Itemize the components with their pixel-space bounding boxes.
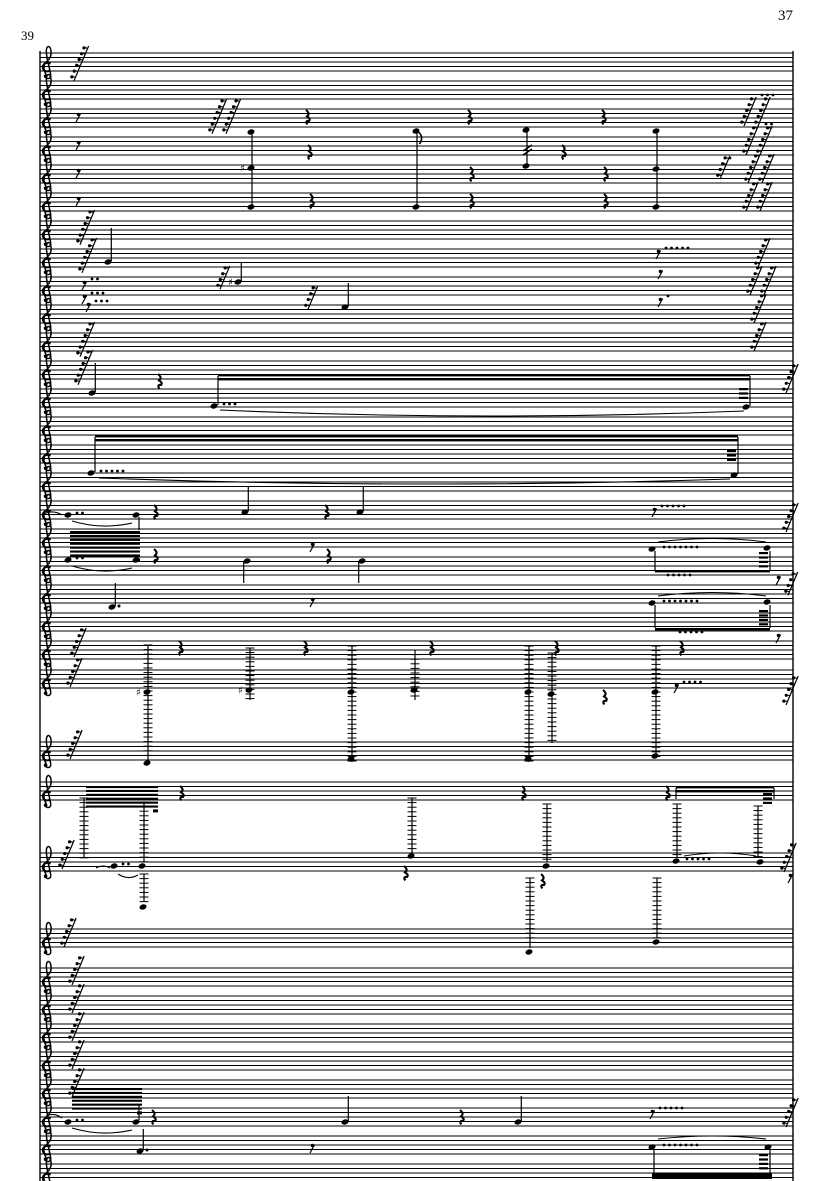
treble-clef-icon xyxy=(43,1073,51,1105)
staff xyxy=(40,228,793,275)
chord-stem-ledger xyxy=(525,878,535,956)
note-head xyxy=(210,402,218,409)
note-head xyxy=(756,858,764,865)
treble-clef-icon xyxy=(43,466,51,498)
staff xyxy=(40,578,793,643)
treble-clef-icon xyxy=(43,735,51,767)
eighth-rest xyxy=(76,141,81,150)
eighth-rest xyxy=(658,270,663,279)
note xyxy=(108,583,121,611)
staff xyxy=(40,1012,793,1050)
treble-clef-icon xyxy=(43,578,51,610)
staff xyxy=(40,522,793,554)
tremolo-marks xyxy=(739,388,748,399)
staff xyxy=(40,1040,793,1078)
quarter-rest xyxy=(179,641,183,655)
treble-clef-icon xyxy=(43,634,51,666)
eighth-rest xyxy=(776,576,781,585)
quarter-rest xyxy=(666,786,670,800)
treble-clef-icon xyxy=(43,186,51,218)
quarter-rest xyxy=(180,786,184,800)
quarter-rest xyxy=(308,145,312,159)
treble-clef-icon xyxy=(43,606,51,638)
eighth-rest xyxy=(658,298,663,307)
treble-clef-icon xyxy=(43,158,51,190)
chord-stem-ledger xyxy=(347,646,357,763)
note-head xyxy=(64,511,72,518)
eighth-rest xyxy=(776,634,781,643)
note-head xyxy=(64,556,72,563)
note-head xyxy=(763,544,771,551)
staff xyxy=(40,798,796,956)
treble-clef-icon xyxy=(43,382,51,414)
treble-clef-icon xyxy=(43,214,51,246)
augmentation-dots xyxy=(95,300,109,303)
tremolo-marks xyxy=(759,552,768,567)
augmentation-dots xyxy=(729,157,732,160)
staff xyxy=(40,1129,793,1179)
quarter-rest xyxy=(325,505,329,519)
rest-chain xyxy=(754,97,770,126)
tie-slur xyxy=(220,410,744,416)
staff xyxy=(40,46,793,81)
note xyxy=(88,363,96,397)
eighth-rest xyxy=(76,169,81,178)
rest-chain xyxy=(782,503,798,532)
chord-stem-ledger xyxy=(139,874,149,911)
treble-clef-icon xyxy=(43,438,51,470)
note xyxy=(228,262,242,289)
page-number: 37 xyxy=(778,8,793,24)
staff xyxy=(40,350,793,387)
note-head xyxy=(132,556,140,563)
staff xyxy=(40,606,793,638)
eighth-rest xyxy=(650,1110,655,1119)
chord-stem-ledger xyxy=(547,653,557,743)
treble-clef-icon xyxy=(43,46,51,78)
svg-text:♯: ♯ xyxy=(240,163,245,175)
staff xyxy=(40,984,793,1022)
svg-text:♯: ♯ xyxy=(228,277,233,289)
quarter-rest xyxy=(154,505,158,519)
tie-slur xyxy=(72,1128,132,1133)
staff xyxy=(40,730,793,768)
eighth-rest xyxy=(76,197,81,206)
rest-chain xyxy=(740,97,756,126)
tremolo-beam xyxy=(655,570,770,572)
rest-chain xyxy=(58,840,74,869)
rest-chain xyxy=(68,984,84,1013)
quarter-rest xyxy=(603,690,607,704)
note xyxy=(104,228,112,266)
augmentation-dots xyxy=(667,295,670,298)
tie-slur xyxy=(99,478,730,484)
svg-text:♯: ♯ xyxy=(238,685,243,697)
staff xyxy=(40,645,798,767)
chord-stem-ledger xyxy=(672,804,682,865)
chord-stem-ledger xyxy=(412,127,422,210)
augmentation-dots xyxy=(76,1119,84,1122)
treble-clef-icon xyxy=(43,775,51,807)
note-head xyxy=(742,403,750,410)
chord-stem-ledger xyxy=(140,802,149,862)
treble-clef-icon xyxy=(43,354,51,386)
chord-stem-ledger xyxy=(652,878,662,946)
tremolo-block xyxy=(86,786,158,812)
quarter-rest xyxy=(430,641,434,655)
tremolo-marks xyxy=(727,450,736,461)
rest-chain xyxy=(66,658,82,687)
treble-clef-icon xyxy=(43,663,51,695)
augmentation-dots xyxy=(91,292,105,295)
note xyxy=(341,1096,349,1126)
chord-stem-ledger xyxy=(542,804,552,870)
treble-clef-icon xyxy=(43,242,51,274)
staff xyxy=(40,466,793,498)
note xyxy=(341,283,349,311)
treble-clef-icon xyxy=(43,102,51,134)
note-head xyxy=(64,1118,72,1125)
treble-clef-icon xyxy=(43,130,51,162)
tie-slur xyxy=(118,874,138,878)
augmentation-dots xyxy=(765,123,773,126)
svg-text:♯: ♯ xyxy=(136,687,141,699)
chord-stem-ledger xyxy=(652,127,660,210)
augmentation-dots xyxy=(686,858,711,861)
quarter-rest xyxy=(541,874,545,888)
chord-stem-ledger xyxy=(651,646,661,760)
tie-slur xyxy=(658,539,766,543)
rest-chain xyxy=(66,730,82,759)
tremolo-beam xyxy=(218,374,750,380)
staff xyxy=(40,435,793,484)
eighth-rest xyxy=(82,281,87,290)
treble-clef-icon xyxy=(43,1045,51,1077)
eighth-rest xyxy=(310,598,315,607)
chord-stem-ledger xyxy=(524,646,534,763)
augmentation-dots xyxy=(661,505,686,508)
rest-chain xyxy=(70,628,86,657)
quarter-rest xyxy=(404,866,408,880)
staff xyxy=(40,210,793,247)
eighth-rest xyxy=(86,303,91,312)
treble-clef-icon xyxy=(43,326,51,358)
rest-chain xyxy=(716,156,730,179)
rest-chain xyxy=(304,286,318,309)
tremolo-beam xyxy=(655,628,770,630)
staff xyxy=(40,322,793,359)
augmentation-dots xyxy=(761,94,775,97)
rest-chain xyxy=(70,46,88,81)
staff xyxy=(40,262,793,303)
staff xyxy=(40,363,798,416)
augmentation-dots xyxy=(663,600,699,603)
tremolo-block xyxy=(72,1088,142,1114)
chord-stem-ledger xyxy=(136,645,153,767)
tie-slur xyxy=(72,521,132,526)
staff xyxy=(40,956,793,994)
tremolo-marks xyxy=(763,793,772,804)
note xyxy=(136,1129,149,1155)
quarter-rest xyxy=(158,374,162,388)
chord-stem-ledger xyxy=(410,650,420,700)
quarter-rest xyxy=(522,786,526,800)
augmentation-dots xyxy=(100,470,125,473)
eighth-rest xyxy=(82,295,87,304)
chord-stem-ledger xyxy=(522,126,532,169)
augmentation-dots xyxy=(223,403,237,406)
treble-clef-icon xyxy=(43,298,51,330)
treble-clef-icon xyxy=(43,522,51,554)
treble-clef-icon xyxy=(43,1101,51,1133)
tremolo-beam xyxy=(676,786,774,792)
treble-clef-icon xyxy=(43,961,51,993)
treble-clef-icon xyxy=(43,1129,51,1161)
rest-chain xyxy=(74,350,92,385)
eighth-rest xyxy=(788,874,793,883)
rest-chain xyxy=(68,956,84,985)
treble-clef-icon xyxy=(43,989,51,1021)
note-head xyxy=(138,862,146,869)
chord-stem-ledger xyxy=(238,648,255,700)
rest-chain xyxy=(782,676,798,705)
eighth-rest xyxy=(652,508,657,517)
augmentation-dots xyxy=(76,512,84,515)
treble-clef-icon xyxy=(43,922,51,954)
augmentation-dots xyxy=(91,278,99,281)
treble-clef-icon xyxy=(43,1017,51,1049)
treble-clef-icon xyxy=(43,410,51,442)
staff xyxy=(40,1068,793,1106)
treble-clef-icon xyxy=(43,550,51,582)
augmentation-dots xyxy=(122,863,130,866)
chord-stem-ledger xyxy=(80,798,89,858)
eighth-rest xyxy=(76,113,81,122)
chord-stem-ledger xyxy=(754,806,763,858)
rest-chain xyxy=(784,572,798,595)
rest-chain xyxy=(68,1012,84,1041)
treble-clef-icon xyxy=(43,270,51,302)
staff xyxy=(40,1088,798,1134)
treble-clef-icon xyxy=(43,494,51,526)
quarter-rest xyxy=(562,145,566,159)
treble-clef-icon xyxy=(43,74,51,106)
tremolo-beam xyxy=(652,1173,772,1179)
augmentation-dots xyxy=(683,681,702,684)
staff xyxy=(40,918,793,955)
note xyxy=(514,1096,522,1126)
staff xyxy=(40,74,793,106)
tremolo-marks xyxy=(759,1154,768,1169)
staff xyxy=(40,1157,793,1181)
quarter-rest xyxy=(304,641,308,655)
chord-stem-ledger xyxy=(407,798,417,860)
measure-number: 39 xyxy=(21,28,34,43)
quarter-rest xyxy=(680,641,684,655)
note-head xyxy=(110,862,118,869)
rest-chain xyxy=(68,1040,84,1069)
staff xyxy=(40,628,793,667)
treble-clef-icon xyxy=(43,846,51,878)
tremolo-beam xyxy=(95,435,738,441)
note-head xyxy=(763,598,771,605)
